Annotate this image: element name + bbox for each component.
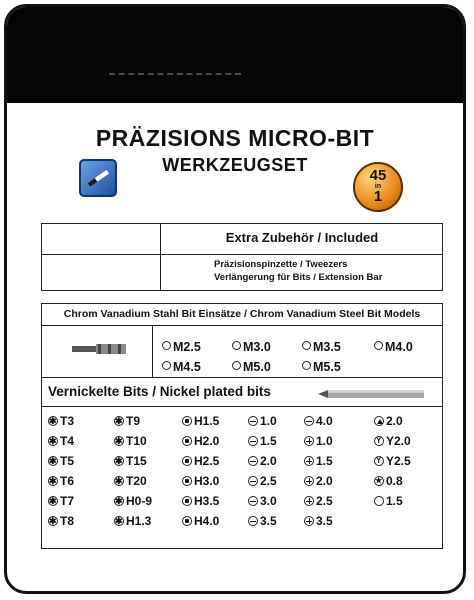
torx-icon bbox=[48, 416, 58, 426]
ring-icon bbox=[232, 361, 241, 370]
hang-slot bbox=[109, 73, 241, 85]
bit-size bbox=[248, 434, 277, 448]
badge-mid: in bbox=[374, 183, 382, 190]
bit-size bbox=[182, 494, 219, 508]
ring-icon bbox=[374, 341, 383, 350]
accessories-table bbox=[41, 223, 443, 291]
bit-size bbox=[248, 474, 277, 488]
slotted-icon bbox=[304, 416, 314, 426]
torx-icon bbox=[114, 496, 124, 506]
accessory-item: Verlängerung für Bits / Extension Bar bbox=[214, 272, 383, 283]
bit-size-label: H1.3 bbox=[126, 514, 152, 528]
bit-size bbox=[374, 474, 403, 488]
accessories-left-cell bbox=[42, 224, 161, 290]
phillips-icon bbox=[304, 516, 314, 526]
bit-size bbox=[374, 434, 411, 448]
bit-size bbox=[48, 474, 74, 488]
nickel-bit-image bbox=[318, 386, 430, 402]
bit-size bbox=[248, 494, 277, 508]
divider bbox=[42, 377, 442, 378]
torx-icon bbox=[114, 416, 124, 426]
bit-size bbox=[182, 434, 219, 448]
bit-size-label: 1.5 bbox=[316, 454, 333, 468]
bit-size bbox=[182, 514, 219, 528]
bit-size-label: T8 bbox=[60, 514, 75, 528]
phillips-icon bbox=[304, 436, 314, 446]
ring-icon bbox=[162, 341, 171, 350]
triangle-icon bbox=[374, 416, 384, 426]
ring-icon bbox=[162, 361, 171, 370]
hex-icon bbox=[182, 476, 192, 486]
bit-size-label: H3.0 bbox=[194, 474, 220, 488]
bit-size-label: 2.0 bbox=[316, 474, 333, 488]
hex-icon bbox=[182, 516, 192, 526]
screwdriver-icon bbox=[79, 159, 117, 197]
bit-size bbox=[114, 434, 147, 448]
bit-size bbox=[304, 414, 333, 428]
slotted-icon bbox=[248, 416, 258, 426]
torx-icon bbox=[48, 456, 58, 466]
bit-size bbox=[48, 514, 74, 528]
slotted-icon bbox=[248, 476, 258, 486]
bit-size-label: 2.5 bbox=[316, 494, 333, 508]
bit-size-label: 3.5 bbox=[316, 514, 333, 528]
hex-icon bbox=[182, 436, 192, 446]
product-card bbox=[4, 4, 466, 594]
slotted-icon bbox=[248, 456, 258, 466]
ring-icon bbox=[232, 341, 241, 350]
bit-size-label: Y2.5 bbox=[386, 454, 411, 468]
torx-icon bbox=[114, 436, 124, 446]
steel-bits-title: Chrom Vanadium Stahl Bit Einsätze / Chrom Vanadium Steel Bit Models bbox=[63, 308, 421, 320]
bit-size-label: T4 bbox=[60, 434, 75, 448]
steel-size: M2.5 bbox=[162, 340, 201, 354]
accessory-item: Präzisionspinzette / Tweezers bbox=[214, 259, 348, 270]
bit-size bbox=[304, 434, 333, 448]
ring-icon bbox=[302, 361, 311, 370]
bit-size bbox=[182, 414, 219, 428]
bit-size-label: T5 bbox=[60, 454, 75, 468]
steel-size: M5.0 bbox=[232, 360, 271, 374]
torx-icon bbox=[48, 496, 58, 506]
bit-size-label: T6 bbox=[60, 474, 75, 488]
title-line2: WERKZEUGSET bbox=[162, 155, 308, 175]
bit-size-label: T15 bbox=[126, 454, 147, 468]
bit-size bbox=[304, 454, 333, 468]
divider bbox=[152, 325, 153, 377]
slotted-icon bbox=[248, 516, 258, 526]
bit-size bbox=[304, 494, 333, 508]
badge-bottom: 1 bbox=[373, 188, 383, 205]
accessories-divider bbox=[42, 254, 442, 255]
bit-size-label: 3.0 bbox=[260, 494, 277, 508]
bit-size bbox=[182, 454, 219, 468]
bit-size-label: 3.5 bbox=[260, 514, 277, 528]
bit-size-label: H2.0 bbox=[194, 434, 220, 448]
hex-icon bbox=[182, 416, 192, 426]
bit-size bbox=[374, 414, 403, 428]
steel-size: M5.5 bbox=[302, 360, 341, 374]
bit-size bbox=[48, 454, 74, 468]
torx-icon bbox=[114, 476, 124, 486]
bit-size bbox=[248, 454, 277, 468]
bit-size bbox=[182, 474, 219, 488]
bit-size-label: 1.0 bbox=[260, 414, 277, 428]
bit-size-label: T9 bbox=[126, 414, 141, 428]
torx-icon bbox=[48, 516, 58, 526]
bit-size-label: T10 bbox=[126, 434, 147, 448]
bit-size-label: H4.0 bbox=[194, 514, 220, 528]
bit-size bbox=[114, 474, 147, 488]
ring-icon bbox=[374, 496, 384, 506]
accessories-title: Extra Zubehör / Included bbox=[225, 230, 379, 245]
bit-size-label: 4.0 bbox=[316, 414, 333, 428]
bit-size-label: H3.5 bbox=[194, 494, 220, 508]
bit-size bbox=[374, 494, 403, 508]
bit-size-label: 2.0 bbox=[260, 454, 277, 468]
bits-table bbox=[41, 303, 443, 549]
pentalobe-icon bbox=[374, 476, 384, 486]
torx-icon bbox=[48, 436, 58, 446]
bit-size-label: H2.5 bbox=[194, 454, 220, 468]
bit-size bbox=[114, 494, 152, 508]
bit-size-label: 1.0 bbox=[316, 434, 333, 448]
bit-size-label: Y2.0 bbox=[386, 434, 411, 448]
phillips-icon bbox=[304, 456, 314, 466]
steel-size: M3.0 bbox=[232, 340, 271, 354]
steel-bit-image bbox=[72, 341, 130, 357]
bit-size-label: 1.5 bbox=[260, 434, 277, 448]
ring-icon bbox=[302, 341, 311, 350]
bit-size-label: 1.5 bbox=[386, 494, 403, 508]
steel-size: M4.5 bbox=[162, 360, 201, 374]
divider bbox=[42, 406, 442, 407]
bit-size-label: H0-9 bbox=[126, 494, 153, 508]
y-wing-icon bbox=[374, 436, 384, 446]
steel-size: M3.5 bbox=[302, 340, 341, 354]
bit-size bbox=[48, 414, 74, 428]
slotted-icon bbox=[248, 496, 258, 506]
bit-size-label: H1.5 bbox=[194, 414, 220, 428]
steel-size: M4.0 bbox=[374, 340, 413, 354]
bit-size bbox=[248, 414, 277, 428]
bit-size bbox=[48, 434, 74, 448]
title-line1: PRÄZISIONS MICRO-BIT bbox=[95, 125, 375, 151]
bit-size bbox=[304, 514, 333, 528]
bit-size bbox=[48, 494, 74, 508]
badge-top: 45 bbox=[369, 167, 387, 184]
torx-icon bbox=[114, 516, 124, 526]
bit-size-label: T20 bbox=[126, 474, 147, 488]
bit-size-label: 2.0 bbox=[386, 414, 403, 428]
hex-icon bbox=[182, 496, 192, 506]
bit-size-label: 2.5 bbox=[260, 474, 277, 488]
torx-icon bbox=[114, 456, 124, 466]
bit-size bbox=[248, 514, 277, 528]
divider bbox=[42, 325, 442, 326]
header-band bbox=[7, 7, 463, 103]
bit-size-label: T7 bbox=[60, 494, 75, 508]
bit-size bbox=[304, 474, 333, 488]
phillips-icon bbox=[304, 496, 314, 506]
hex-icon bbox=[182, 456, 192, 466]
nickel-bits-title: Vernickelte Bits / Nickel plated bits bbox=[48, 384, 271, 399]
phillips-icon bbox=[304, 476, 314, 486]
bit-size bbox=[114, 514, 151, 528]
y-wing-icon bbox=[374, 456, 384, 466]
bit-size-label: T3 bbox=[60, 414, 75, 428]
count-badge bbox=[353, 162, 403, 212]
torx-icon bbox=[48, 476, 58, 486]
bit-size bbox=[374, 454, 411, 468]
bit-size bbox=[114, 414, 140, 428]
bit-size-label: 0.8 bbox=[386, 474, 403, 488]
bit-size bbox=[114, 454, 147, 468]
slotted-icon bbox=[248, 436, 258, 446]
